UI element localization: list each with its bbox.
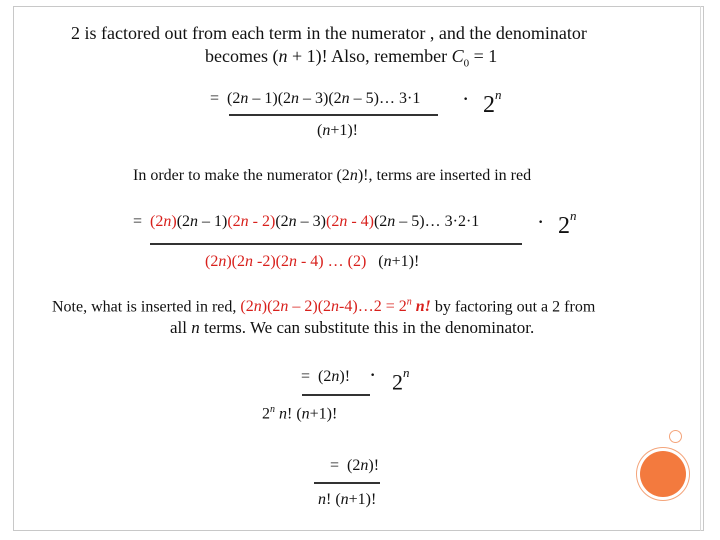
power-exponent: n bbox=[570, 208, 577, 223]
equals-sign: = bbox=[133, 213, 143, 230]
term: ( bbox=[378, 253, 384, 270]
term: ! ( bbox=[287, 405, 302, 423]
equals-sign: = bbox=[301, 368, 311, 385]
eq2-numerator: = (2n)(2n – 1)(2n - 2)(2n – 3)(2n - 4)(2n – 5)… 3·2·1 bbox=[133, 213, 480, 230]
term: (2 bbox=[373, 213, 388, 230]
var-c: C bbox=[451, 46, 464, 66]
red-term: (2n) bbox=[150, 213, 177, 230]
term: )! bbox=[368, 457, 380, 474]
mid-text bbox=[133, 167, 531, 185]
eq4-fraction-bar bbox=[314, 482, 380, 484]
var-n: n bbox=[291, 90, 300, 107]
eq1-power bbox=[483, 87, 502, 117]
eq1-multiply-dot: · bbox=[462, 86, 470, 111]
term: 2 bbox=[262, 405, 270, 423]
power-exponent: n bbox=[403, 365, 410, 380]
term: (2 bbox=[318, 368, 332, 385]
term: – 5)… 3·2·1 bbox=[395, 213, 480, 230]
intro-text: becomes ( bbox=[205, 46, 279, 66]
eq2-fraction-bar bbox=[150, 243, 522, 245]
text: Note, what is inserted in red, bbox=[52, 298, 241, 316]
term: +1)! bbox=[348, 491, 377, 508]
note-line-1 bbox=[52, 297, 595, 316]
term: ! ( bbox=[326, 491, 341, 508]
term: ( bbox=[317, 122, 323, 139]
eq4-denominator: n! (n+1)! bbox=[318, 491, 377, 508]
power-exponent: n bbox=[495, 87, 502, 102]
equals-sign: = bbox=[330, 457, 340, 474]
term: – 3) bbox=[296, 213, 326, 230]
text: by factoring out a 2 from bbox=[430, 298, 596, 316]
term: +1)! bbox=[391, 253, 420, 270]
eq2-denominator: (2n)(2n -2)(2n - 4) … (2) (n+1)! bbox=[205, 253, 420, 270]
var-n: n bbox=[240, 90, 249, 107]
term: – 3)(2 bbox=[299, 90, 342, 107]
var-n: n bbox=[322, 122, 331, 139]
slide-side-border bbox=[700, 6, 701, 531]
term: (2 bbox=[275, 213, 289, 230]
power-base: 2 bbox=[483, 92, 495, 118]
term: (2 bbox=[347, 457, 361, 474]
intro-text: + 1)! Also, remember bbox=[287, 46, 452, 66]
term: (2 bbox=[227, 90, 241, 107]
var-n: n bbox=[278, 46, 288, 66]
text: all bbox=[170, 318, 192, 337]
text: In order to make the numerator (2 bbox=[133, 167, 350, 184]
term: – 1) bbox=[198, 213, 228, 230]
term: )! bbox=[339, 368, 351, 385]
term: (2 bbox=[176, 213, 191, 230]
note-line-2 bbox=[170, 318, 534, 338]
eq3-fraction-bar bbox=[302, 394, 370, 396]
term: +1)! bbox=[330, 122, 359, 139]
decorative-orange-circle bbox=[640, 451, 686, 497]
red-term: (2n - 2) bbox=[227, 213, 276, 230]
eq2-power bbox=[558, 208, 577, 238]
eq4-numerator: = (2n)! bbox=[330, 457, 380, 474]
term: – 1)(2 bbox=[248, 90, 292, 107]
eq3-power bbox=[392, 365, 410, 394]
red-term: (2n - 4) bbox=[325, 213, 374, 230]
intro-line-1 bbox=[71, 22, 587, 44]
equals-sign: = bbox=[210, 90, 220, 107]
var-n: n bbox=[191, 318, 200, 337]
eq2-multiply-dot: · bbox=[537, 209, 545, 234]
eq3-multiply-dot: · bbox=[369, 362, 377, 387]
red-expression: (2n)(2n – 2)(2n-4)…2 = $2^n$ n! bbox=[240, 297, 431, 316]
subscript: 0 bbox=[463, 57, 470, 70]
var-n: n bbox=[341, 90, 350, 107]
text: )!, terms are inserted in red bbox=[357, 167, 532, 184]
eq1-fraction-bar bbox=[229, 114, 438, 116]
intro-line-1-text: 2 is factored out from each term in the numerator , and the denominator bbox=[71, 23, 587, 43]
eq3-denominator: 2$^n$ n! (n+1)! bbox=[262, 404, 338, 423]
intro-line-2 bbox=[205, 45, 497, 75]
text: terms. We can substitute this in the denominator. bbox=[199, 318, 535, 337]
power-base: 2 bbox=[558, 213, 570, 239]
red-term: (2n)(2n -2)(2n - 4) … (2) bbox=[205, 253, 367, 270]
term: +1)! bbox=[309, 405, 338, 423]
eq3-numerator: = (2n)! bbox=[301, 368, 351, 385]
eq1-denominator bbox=[317, 122, 358, 140]
intro-text: = 1 bbox=[469, 46, 498, 66]
decorative-small-circle bbox=[669, 430, 682, 443]
term: – 5)… 3·1 bbox=[349, 90, 421, 107]
var-n: n bbox=[349, 167, 358, 184]
power-base: 2 bbox=[392, 369, 403, 395]
eq1-numerator bbox=[210, 90, 420, 108]
